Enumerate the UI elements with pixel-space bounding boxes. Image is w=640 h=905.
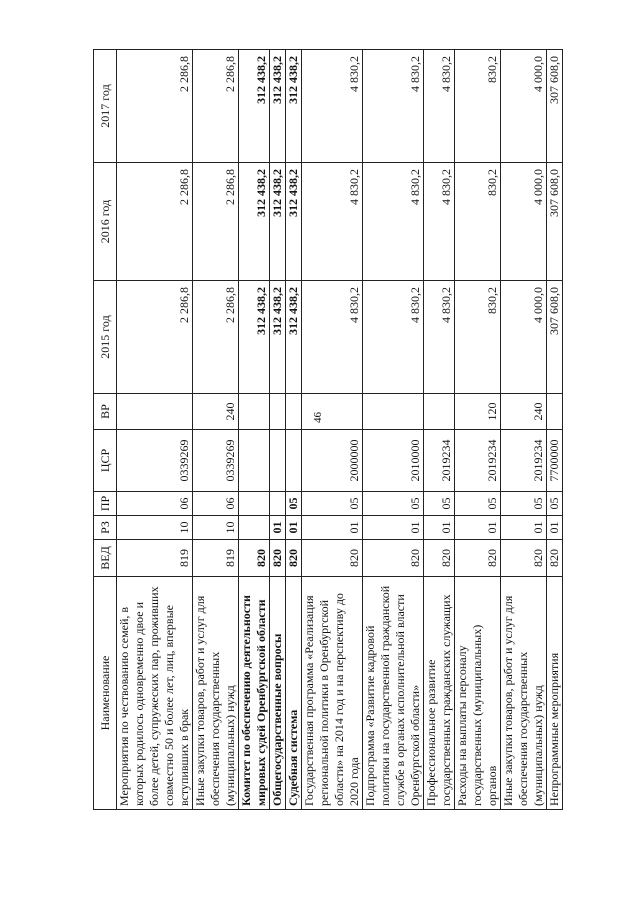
row-name-line: Комитет по обеспечению деятельности <box>239 595 253 806</box>
row-name-line: более детей, супружеских пар, проживших <box>147 586 161 806</box>
row-name-line: региональной политики в Оренбургской <box>317 599 331 806</box>
cell-rz: 10 <box>193 516 239 540</box>
cell-y2015: 4 830,2 <box>363 281 424 394</box>
table-row <box>424 50 455 810</box>
cell-y2017: 312 438,2 <box>239 50 270 163</box>
cell-y2017: 312 438,2 <box>286 50 302 163</box>
table-row <box>117 50 193 810</box>
header-2017: 2017 год <box>94 50 117 163</box>
cell-y2015: 4 830,2 <box>302 281 363 394</box>
cell-ved: 820 <box>455 540 501 577</box>
table-row <box>286 50 302 810</box>
cell-csr: 0339269 <box>117 430 193 492</box>
cell-vr: 240 <box>193 394 239 430</box>
cell-vr <box>239 394 270 430</box>
cell-y2015: 312 438,2 <box>239 281 270 394</box>
cell-rz: 01 <box>547 516 563 540</box>
row-name-line: Государственная программа «Реализация <box>302 595 316 806</box>
cell-y2017: 312 438,2 <box>270 50 286 163</box>
cell-ved: 820 <box>286 540 302 577</box>
cell-y2017: 4 830,2 <box>363 50 424 163</box>
cell-y2017: 2 286,8 <box>117 50 193 163</box>
row-name-line: Общегосударственные вопросы <box>270 633 284 806</box>
cell-csr: 0339269 <box>193 430 239 492</box>
header-csr: ЦСР <box>94 430 117 492</box>
cell-ved: 819 <box>193 540 239 577</box>
cell-ved: 820 <box>302 540 363 577</box>
row-name-line: политики на государственной гражданской <box>378 585 392 806</box>
row-name-line: Оренбургской области» <box>408 684 422 806</box>
header-ved: ВЕД <box>94 540 117 577</box>
row-name-line: обеспечения государственных <box>516 651 530 806</box>
table-row <box>193 50 239 810</box>
cell-pr: 05 <box>455 492 501 516</box>
table-row <box>302 50 363 810</box>
cell-ved: 820 <box>363 540 424 577</box>
row-name-line: Непрограммные мероприятия <box>547 652 561 806</box>
row-name-line: Судебная система <box>286 709 300 806</box>
row-name <box>424 577 455 810</box>
cell-vr <box>302 394 363 430</box>
cell-rz: 01 <box>270 516 286 540</box>
cell-ved: 820 <box>239 540 270 577</box>
row-name-line: (муниципальных) нужд <box>531 685 545 806</box>
row-name-line: Иные закупки товаров, работ и услуг для <box>501 595 515 806</box>
table-row <box>363 50 424 810</box>
cell-csr: 2019234 <box>455 430 501 492</box>
cell-y2015: 2 286,8 <box>193 281 239 394</box>
row-name <box>117 577 193 810</box>
cell-rz: 01 <box>286 516 302 540</box>
cell-vr: 240 <box>501 394 547 430</box>
cell-y2016: 312 438,2 <box>286 163 302 281</box>
cell-csr <box>286 430 302 492</box>
cell-y2017: 830,2 <box>455 50 501 163</box>
row-name-line: Подпрограмма «Развитие кадровой <box>363 625 377 806</box>
table-row <box>239 50 270 810</box>
row-name <box>193 577 239 810</box>
cell-vr <box>547 394 563 430</box>
row-name <box>547 577 563 810</box>
table-row <box>455 50 501 810</box>
row-name <box>455 577 501 810</box>
row-name-line: области» на 2014 год и на перспективу до <box>332 593 346 806</box>
row-name <box>239 577 270 810</box>
header-2016: 2016 год <box>94 163 117 281</box>
cell-rz: 01 <box>455 516 501 540</box>
row-name-line: обеспечения государственных <box>208 651 222 806</box>
budget-table-container <box>93 50 596 810</box>
cell-csr <box>239 430 270 492</box>
cell-y2016: 4 830,2 <box>302 163 363 281</box>
row-name-line: 2020 года <box>347 757 361 806</box>
cell-ved: 820 <box>270 540 286 577</box>
cell-ved: 820 <box>501 540 547 577</box>
row-name-line: службе в органах исполнительной власти <box>393 594 407 806</box>
table-row <box>547 50 563 810</box>
header-pr: ПР <box>94 492 117 516</box>
cell-pr: 06 <box>193 492 239 516</box>
cell-ved: 820 <box>547 540 563 577</box>
cell-csr: 2000000 <box>302 430 363 492</box>
row-name-line: которых родилось одновременно двое и <box>132 602 146 806</box>
cell-vr: 120 <box>455 394 501 430</box>
header-row <box>94 50 117 810</box>
row-name-line: Иные закупки товаров, работ и услуг для <box>193 595 207 806</box>
cell-csr: 2010000 <box>363 430 424 492</box>
row-name-line: совместно 50 и более лет, лиц, впервые <box>162 605 176 806</box>
header-vr: ВР <box>94 394 117 430</box>
cell-pr <box>270 492 286 516</box>
table-row <box>501 50 547 810</box>
cell-pr <box>239 492 270 516</box>
cell-y2016: 4 830,2 <box>424 163 455 281</box>
cell-vr <box>363 394 424 430</box>
cell-y2016: 312 438,2 <box>270 163 286 281</box>
cell-pr: 06 <box>117 492 193 516</box>
cell-rz: 01 <box>302 516 363 540</box>
header-rz: РЗ <box>94 516 117 540</box>
cell-pr: 05 <box>501 492 547 516</box>
row-name-line: Расходы на выплаты персоналу <box>455 645 469 806</box>
cell-y2016: 830,2 <box>455 163 501 281</box>
header-2015: 2015 год <box>94 281 117 394</box>
cell-vr <box>270 394 286 430</box>
cell-pr: 05 <box>547 492 563 516</box>
cell-pr: 05 <box>286 492 302 516</box>
row-name-line: Мероприятия по чествованию семей, в <box>117 606 131 806</box>
row-name-line: государственных (муниципальных) <box>470 624 484 806</box>
cell-rz: 10 <box>117 516 193 540</box>
cell-vr <box>424 394 455 430</box>
cell-y2016: 4 830,2 <box>363 163 424 281</box>
cell-y2015: 307 608,0 <box>547 281 563 394</box>
header-name: Наименование <box>94 577 117 810</box>
cell-y2017: 4 830,2 <box>424 50 455 163</box>
row-name <box>286 577 302 810</box>
cell-y2015: 4 000,0 <box>501 281 547 394</box>
cell-y2015: 4 830,2 <box>424 281 455 394</box>
cell-csr <box>270 430 286 492</box>
row-name-line: государственных гражданских служащих <box>439 594 453 806</box>
cell-ved: 819 <box>117 540 193 577</box>
row-name-line: органов <box>485 765 499 806</box>
page-number: 46 <box>312 412 324 423</box>
row-name-line: (муниципальных) нужд <box>223 685 237 806</box>
cell-y2015: 312 438,2 <box>270 281 286 394</box>
cell-y2016: 2 286,8 <box>193 163 239 281</box>
cell-rz: 01 <box>363 516 424 540</box>
cell-pr: 05 <box>424 492 455 516</box>
row-name <box>270 577 286 810</box>
cell-y2015: 312 438,2 <box>286 281 302 394</box>
cell-y2017: 4 830,2 <box>302 50 363 163</box>
table-row <box>270 50 286 810</box>
cell-y2015: 830,2 <box>455 281 501 394</box>
row-name-line: мировых судей Оренбургской области <box>254 599 268 806</box>
cell-y2017: 4 000,0 <box>501 50 547 163</box>
cell-y2016: 307 608,0 <box>547 163 563 281</box>
row-name <box>363 577 424 810</box>
cell-csr: 2019234 <box>424 430 455 492</box>
cell-csr: 2019234 <box>501 430 547 492</box>
row-name-line: вступивших в брак <box>177 708 191 806</box>
cell-ved: 820 <box>424 540 455 577</box>
cell-pr: 05 <box>363 492 424 516</box>
cell-y2016: 312 438,2 <box>239 163 270 281</box>
cell-rz: 01 <box>501 516 547 540</box>
cell-y2017: 307 608,0 <box>547 50 563 163</box>
cell-y2016: 4 000,0 <box>501 163 547 281</box>
row-name <box>501 577 547 810</box>
cell-pr: 05 <box>302 492 363 516</box>
row-name-line: Профессиональное развитие <box>424 659 438 806</box>
row-name <box>302 577 363 810</box>
budget-table <box>93 49 563 810</box>
cell-vr <box>286 394 302 430</box>
cell-rz <box>239 516 270 540</box>
cell-vr <box>117 394 193 430</box>
cell-csr: 7700000 <box>547 430 563 492</box>
cell-y2016: 2 286,8 <box>117 163 193 281</box>
cell-rz: 01 <box>424 516 455 540</box>
cell-y2017: 2 286,8 <box>193 50 239 163</box>
cell-y2015: 2 286,8 <box>117 281 193 394</box>
